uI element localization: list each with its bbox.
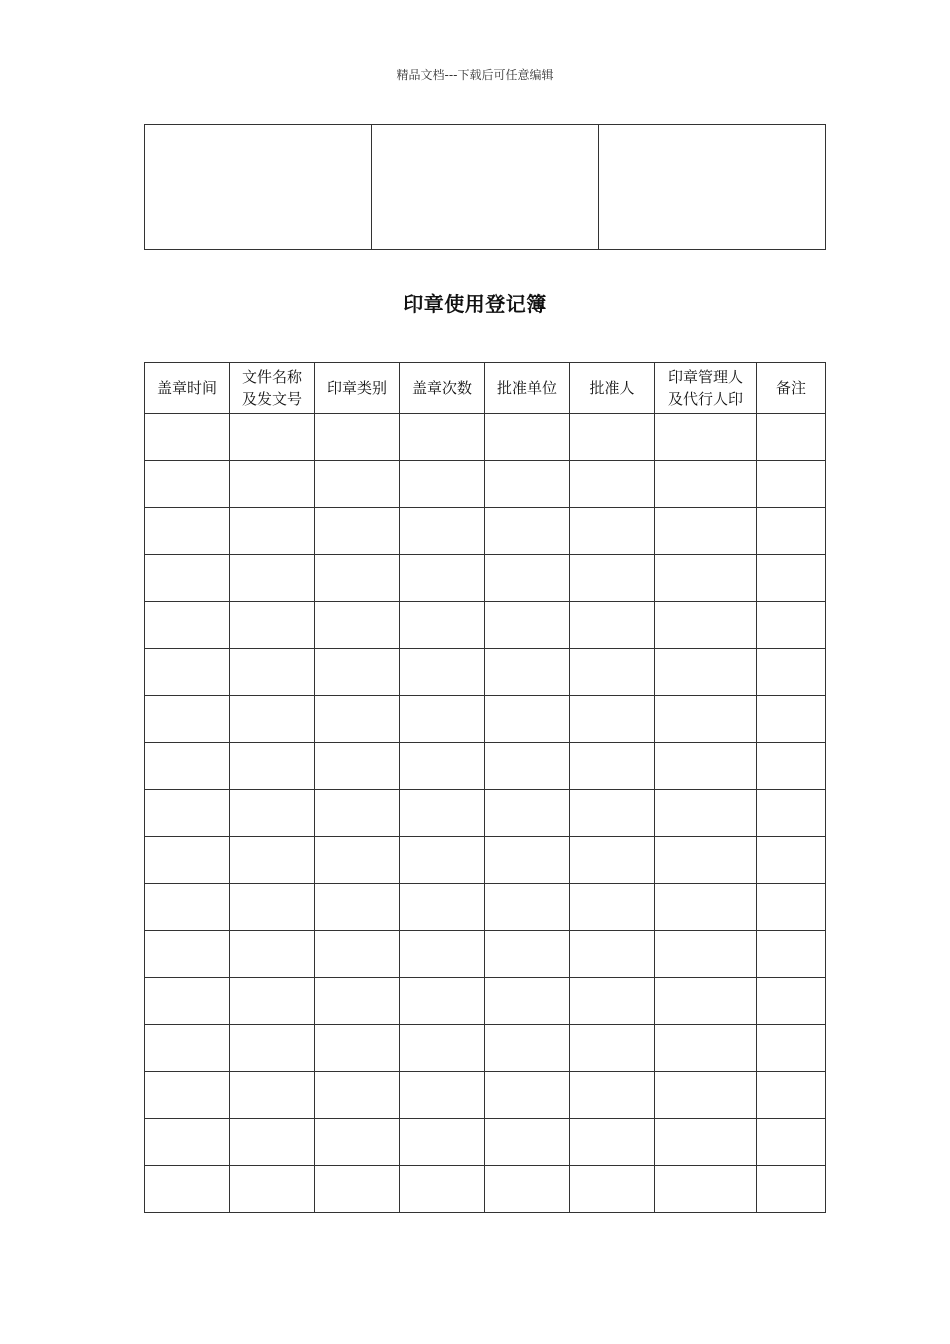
blank-entry-cell (400, 1166, 485, 1213)
blank-entry-cell (757, 790, 826, 837)
blank-entry-cell (757, 461, 826, 508)
blank-entry-cell (400, 931, 485, 978)
blank-entry-cell (145, 649, 230, 696)
table-row (145, 1119, 826, 1166)
col-header-approver: 批准人 (570, 363, 655, 414)
blank-entry-cell (315, 649, 400, 696)
blank-entry-cell (570, 602, 655, 649)
blank-entry-cell (400, 555, 485, 602)
blank-entry-cell (570, 555, 655, 602)
blank-entry-cell (570, 978, 655, 1025)
blank-entry-cell (400, 461, 485, 508)
blank-entry-cell (655, 696, 757, 743)
table-row (145, 696, 826, 743)
document-title: 印章使用登记簿 (403, 292, 547, 316)
blank-entry-cell (230, 837, 315, 884)
blank-entry-cell (485, 1025, 570, 1072)
col-header-seal-keeper: 印章管理人 及代行人印 (655, 363, 757, 414)
seal-usage-log-table (144, 362, 826, 1213)
blank-entry-cell (655, 508, 757, 555)
blank-entry-cell (757, 1025, 826, 1072)
blank-entry-cell (145, 508, 230, 555)
blank-entry-cell (400, 508, 485, 555)
blank-entry-cell (230, 414, 315, 461)
blank-entry-cell (145, 461, 230, 508)
table-row (145, 414, 826, 461)
blank-entry-cell (145, 978, 230, 1025)
blank-entry-cell (655, 1166, 757, 1213)
blank-entry-cell (570, 508, 655, 555)
blank-entry-cell (315, 1166, 400, 1213)
blank-entry-cell (145, 790, 230, 837)
blank-entry-cell (485, 461, 570, 508)
blank-entry-cell (757, 1072, 826, 1119)
table-row (145, 790, 826, 837)
blank-entry-cell (757, 602, 826, 649)
blank-entry-cell (570, 743, 655, 790)
blank-entry-cell (315, 696, 400, 743)
blank-entry-cell (757, 931, 826, 978)
blank-entry-cell (400, 978, 485, 1025)
blank-entry-cell (757, 837, 826, 884)
blank-entry-cell (485, 602, 570, 649)
top-blank-table (144, 124, 826, 250)
page-header-note: 精品文档---下载后可任意编辑 (396, 68, 554, 82)
blank-entry-cell (570, 837, 655, 884)
blank-entry-cell (400, 1119, 485, 1166)
blank-entry-cell (400, 884, 485, 931)
table-row (145, 837, 826, 884)
blank-entry-cell (570, 790, 655, 837)
blank-entry-cell (145, 1119, 230, 1166)
table-row (145, 1166, 826, 1213)
table-row (145, 555, 826, 602)
col-header-seal-type: 印章类别 (315, 363, 400, 414)
col-header-seal-time: 盖章时间 (145, 363, 230, 414)
blank-entry-cell (655, 1119, 757, 1166)
blank-entry-cell (400, 414, 485, 461)
log-table-body (145, 414, 826, 1213)
blank-entry-cell (485, 414, 570, 461)
blank-cell (145, 125, 372, 250)
blank-entry-cell (315, 508, 400, 555)
blank-entry-cell (230, 1119, 315, 1166)
col-header-remarks: 备注 (757, 363, 826, 414)
blank-entry-cell (757, 555, 826, 602)
blank-entry-cell (400, 649, 485, 696)
blank-entry-cell (145, 884, 230, 931)
blank-entry-cell (757, 884, 826, 931)
blank-entry-cell (315, 743, 400, 790)
blank-entry-cell (655, 414, 757, 461)
blank-entry-cell (570, 931, 655, 978)
blank-entry-cell (145, 1025, 230, 1072)
blank-entry-cell (230, 649, 315, 696)
col-header-approving-unit: 批准单位 (485, 363, 570, 414)
blank-entry-cell (757, 649, 826, 696)
blank-entry-cell (757, 414, 826, 461)
blank-entry-cell (145, 837, 230, 884)
blank-entry-cell (230, 978, 315, 1025)
blank-entry-cell (757, 743, 826, 790)
blank-entry-cell (315, 1072, 400, 1119)
col-header-document-name: 文件名称 及发文号 (230, 363, 315, 414)
blank-entry-cell (655, 602, 757, 649)
blank-entry-cell (757, 978, 826, 1025)
blank-entry-cell (655, 1072, 757, 1119)
blank-entry-cell (570, 1072, 655, 1119)
blank-entry-cell (485, 978, 570, 1025)
blank-entry-cell (485, 790, 570, 837)
blank-entry-cell (315, 414, 400, 461)
blank-entry-cell (570, 649, 655, 696)
blank-entry-cell (485, 884, 570, 931)
blank-entry-cell (570, 1119, 655, 1166)
blank-entry-cell (400, 743, 485, 790)
blank-entry-cell (655, 461, 757, 508)
table-row (145, 125, 826, 250)
blank-entry-cell (315, 555, 400, 602)
blank-entry-cell (230, 1166, 315, 1213)
blank-entry-cell (655, 790, 757, 837)
blank-entry-cell (485, 1166, 570, 1213)
table-row (145, 461, 826, 508)
blank-entry-cell (757, 696, 826, 743)
table-row (145, 602, 826, 649)
blank-entry-cell (145, 743, 230, 790)
blank-entry-cell (315, 978, 400, 1025)
table-row (145, 884, 826, 931)
blank-entry-cell (757, 1166, 826, 1213)
blank-entry-cell (570, 884, 655, 931)
blank-entry-cell (230, 696, 315, 743)
blank-entry-cell (655, 555, 757, 602)
blank-entry-cell (400, 1025, 485, 1072)
blank-entry-cell (570, 461, 655, 508)
blank-entry-cell (315, 602, 400, 649)
blank-entry-cell (485, 508, 570, 555)
blank-entry-cell (570, 1025, 655, 1072)
table-row (145, 1072, 826, 1119)
blank-entry-cell (655, 1025, 757, 1072)
col-header-seal-count: 盖章次数 (400, 363, 485, 414)
blank-entry-cell (230, 555, 315, 602)
blank-entry-cell (145, 414, 230, 461)
blank-entry-cell (485, 696, 570, 743)
blank-entry-cell (400, 696, 485, 743)
blank-entry-cell (400, 837, 485, 884)
blank-cell (599, 125, 826, 250)
blank-entry-cell (230, 508, 315, 555)
header-row (145, 363, 826, 414)
blank-entry-cell (655, 649, 757, 696)
table-row (145, 1025, 826, 1072)
blank-entry-cell (315, 837, 400, 884)
blank-entry-cell (570, 414, 655, 461)
blank-entry-cell (315, 1119, 400, 1166)
blank-entry-cell (315, 884, 400, 931)
table-row (145, 649, 826, 696)
blank-entry-cell (485, 837, 570, 884)
blank-entry-cell (570, 696, 655, 743)
table-row (145, 508, 826, 555)
table-row (145, 743, 826, 790)
blank-entry-cell (485, 743, 570, 790)
blank-entry-cell (230, 884, 315, 931)
table-row (145, 978, 826, 1025)
blank-entry-cell (315, 790, 400, 837)
blank-cell (372, 125, 599, 250)
blank-entry-cell (230, 1072, 315, 1119)
blank-entry-cell (485, 555, 570, 602)
blank-entry-cell (757, 508, 826, 555)
blank-entry-cell (655, 978, 757, 1025)
blank-entry-cell (655, 931, 757, 978)
blank-entry-cell (655, 837, 757, 884)
blank-entry-cell (230, 602, 315, 649)
blank-entry-cell (485, 1119, 570, 1166)
blank-entry-cell (145, 1072, 230, 1119)
blank-entry-cell (655, 743, 757, 790)
blank-entry-cell (400, 790, 485, 837)
blank-entry-cell (230, 743, 315, 790)
blank-entry-cell (230, 461, 315, 508)
blank-entry-cell (230, 1025, 315, 1072)
blank-entry-cell (655, 884, 757, 931)
blank-entry-cell (315, 461, 400, 508)
blank-entry-cell (145, 602, 230, 649)
blank-entry-cell (485, 649, 570, 696)
blank-entry-cell (145, 931, 230, 978)
blank-entry-cell (570, 1166, 655, 1213)
blank-entry-cell (230, 931, 315, 978)
blank-entry-cell (145, 696, 230, 743)
table-row (145, 931, 826, 978)
blank-entry-cell (400, 602, 485, 649)
blank-entry-cell (485, 931, 570, 978)
blank-entry-cell (145, 555, 230, 602)
blank-entry-cell (145, 1166, 230, 1213)
blank-entry-cell (400, 1072, 485, 1119)
blank-entry-cell (757, 1119, 826, 1166)
blank-entry-cell (230, 790, 315, 837)
blank-entry-cell (485, 1072, 570, 1119)
blank-entry-cell (315, 1025, 400, 1072)
blank-entry-cell (315, 931, 400, 978)
